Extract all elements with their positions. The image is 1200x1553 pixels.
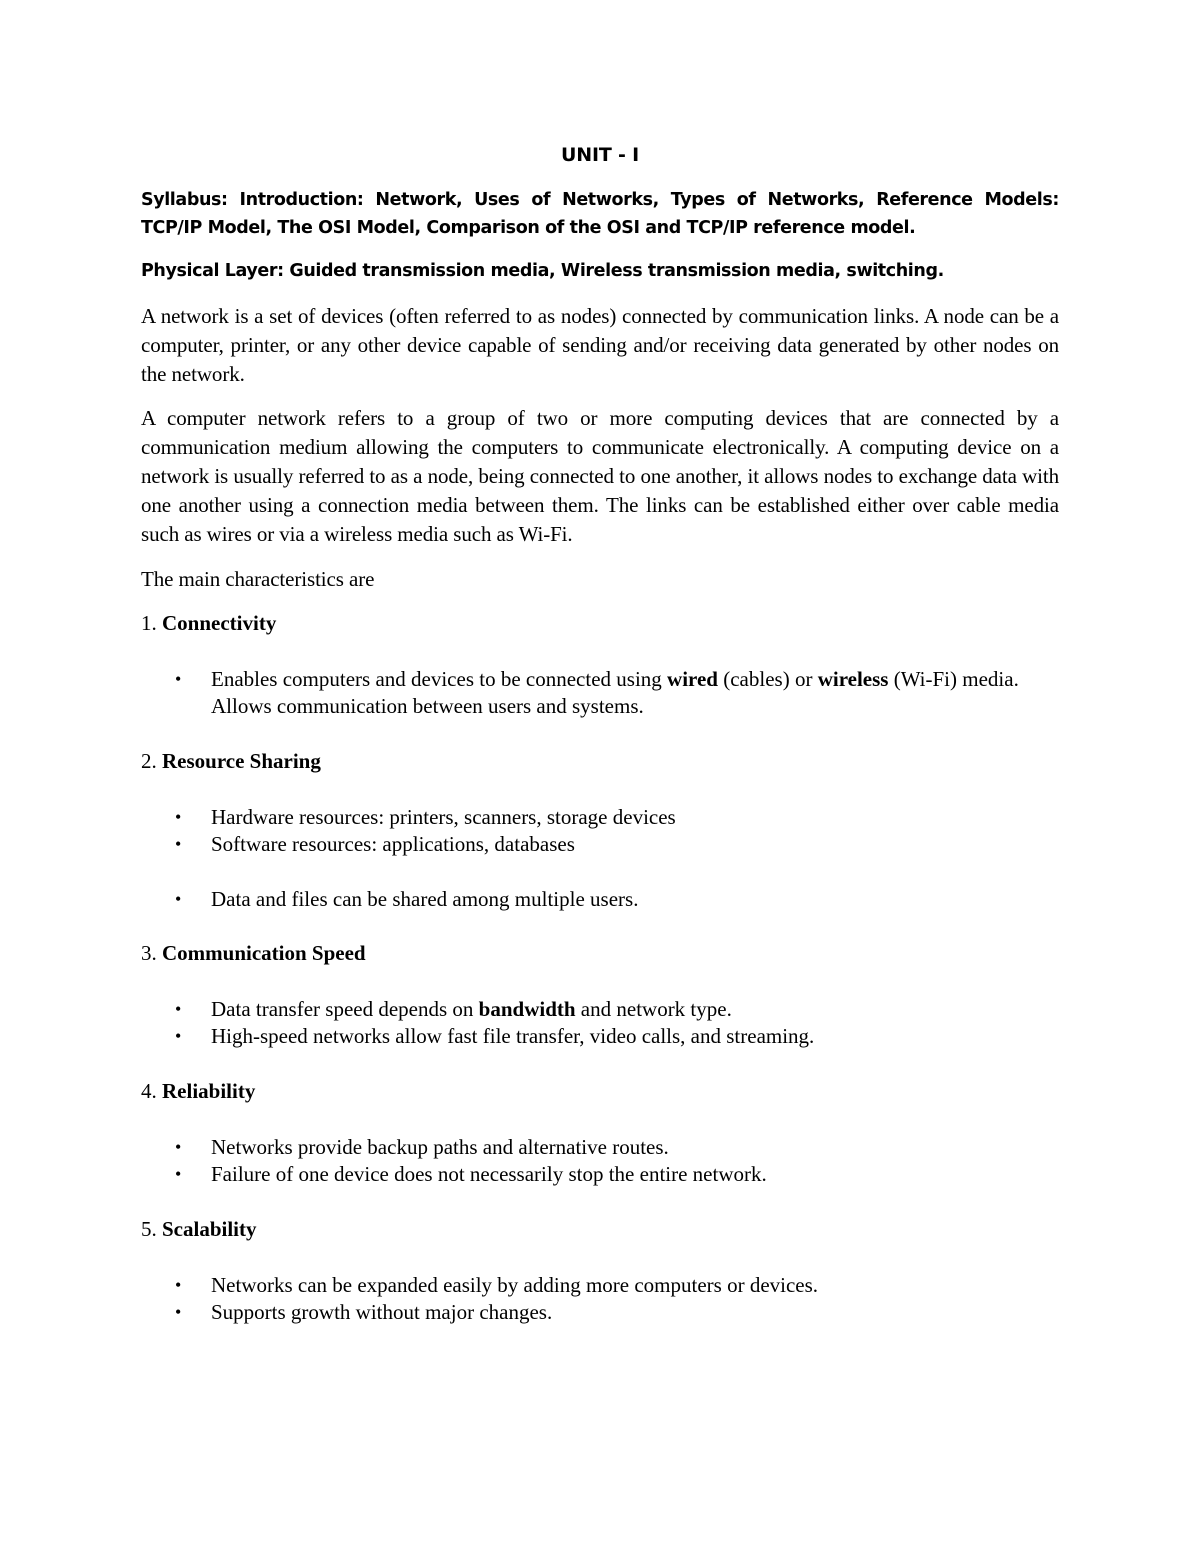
bullet-text: Networks can be expanded easily by adding more computers or devices. <box>211 1273 819 1297</box>
bullet-text: Data transfer speed depends on <box>211 997 479 1021</box>
section-heading-scalability <box>141 1215 257 1244</box>
section-heading-connectivity <box>141 609 276 638</box>
section-number: 2. <box>141 749 157 773</box>
bullet-text: and network type. <box>575 997 732 1021</box>
list-item <box>141 1161 1059 1188</box>
bold-term: wired <box>667 667 718 691</box>
bullet-text: Hardware resources: printers, scanners, storage devices <box>211 805 676 829</box>
section-number: 4. <box>141 1079 157 1103</box>
bullet-list-resource-sharing <box>141 804 1059 913</box>
paragraph-network-definition: A network is a set of devices (often referred to as nodes) connected by communication links. A node can be a computer, printer, or any other device capable of sending and/or receiving data generated by other nodes on the network. <box>141 304 1059 386</box>
bullet-icon: • <box>175 669 182 689</box>
bold-term: bandwidth <box>478 997 576 1021</box>
section-number: 5. <box>141 1217 157 1241</box>
section-title: Resource Sharing <box>162 749 321 773</box>
bullet-icon: • <box>175 889 182 909</box>
paragraph-characteristics-intro: The main characteristics are <box>141 567 375 591</box>
section-title: Connectivity <box>162 611 277 635</box>
section-heading-communication-speed <box>141 939 366 968</box>
bullet-list-connectivity <box>141 666 1059 720</box>
bullet-text: Failure of one device does not necessarily stop the entire network. <box>211 1162 767 1186</box>
section-title: Scalability <box>162 1217 257 1241</box>
bullet-icon: • <box>175 999 182 1019</box>
list-item <box>141 996 1059 1023</box>
list-item <box>141 666 1059 720</box>
physical-layer-text: Physical Layer: Guided transmission media, Wireless transmission media, switching. <box>141 261 944 281</box>
bullet-icon: • <box>175 1026 182 1046</box>
list-item <box>141 831 1059 858</box>
list-item <box>141 1134 1059 1161</box>
bullet-text: Supports growth without major changes. <box>211 1300 553 1324</box>
section-heading-resource-sharing <box>141 747 321 776</box>
bullet-text: Enables computers and devices to be connected using <box>211 667 668 691</box>
section-title: Reliability <box>162 1079 256 1103</box>
unit-title: UNIT - I <box>561 144 639 166</box>
bullet-list-communication-speed <box>141 996 1059 1050</box>
list-item <box>141 1023 1059 1050</box>
bold-term: wireless <box>817 667 889 691</box>
bullet-text: Data and files can be shared among multiple users. <box>211 887 639 911</box>
list-item <box>141 1272 1059 1299</box>
section-heading-reliability <box>141 1077 255 1106</box>
syllabus-text: Syllabus: Introduction: Network, Uses of Networks, Types of Networks, Reference Models: TCP/IP Model, The OSI Model, Comparison of the OSI and TCP/IP reference model. <box>141 190 1059 238</box>
bullet-text: Networks provide backup paths and alternative routes. <box>211 1135 669 1159</box>
section-title: Communication Speed <box>162 941 366 965</box>
bullet-text: (cables) or <box>717 667 818 691</box>
paragraph-computer-network: A computer network refers to a group of two or more computing devices that are connected by a communication medium allowing the computers to communicate electronically. A computing device on a network is usually referred to as a node, being connected to one another, it allows nodes to exchange data with one another using a connection media between them. The links can be established either over cable media such as wires or via a wireless media such as Wi-Fi. <box>141 406 1059 546</box>
bullet-icon: • <box>175 1137 182 1157</box>
bullet-icon: • <box>175 807 182 827</box>
section-number: 3. <box>141 941 157 965</box>
bullet-icon: • <box>175 1275 182 1295</box>
bullet-icon: • <box>175 1302 182 1322</box>
bullet-icon: • <box>175 1164 182 1184</box>
bullet-list-reliability <box>141 1134 1059 1188</box>
bullet-text: (Wi-Fi) media. Allows communication between users and systems. <box>211 667 1019 718</box>
bullet-list-scalability <box>141 1272 1059 1326</box>
bullet-text: Software resources: applications, databases <box>211 832 575 856</box>
list-item <box>141 886 1059 913</box>
bullet-text: High-speed networks allow fast file transfer, video calls, and streaming. <box>211 1024 815 1048</box>
bullet-icon: • <box>175 834 182 854</box>
section-number: 1. <box>141 611 157 635</box>
list-item <box>141 804 1059 831</box>
list-item <box>141 1299 1059 1326</box>
